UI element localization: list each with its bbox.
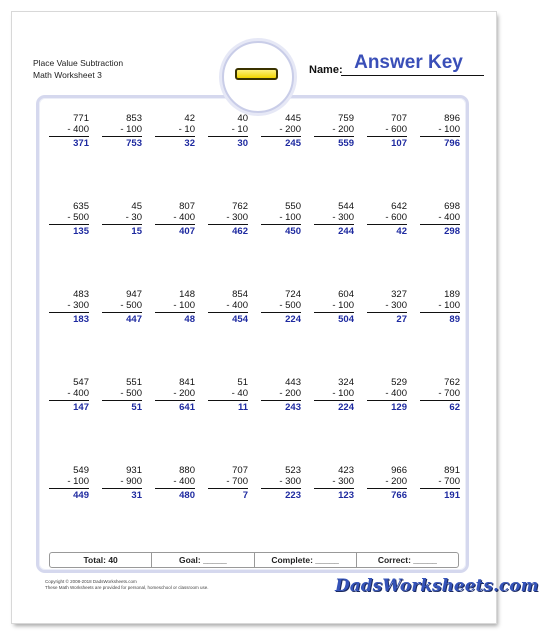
subtrahend: - 200: [279, 388, 301, 399]
answer-rule: [155, 224, 195, 225]
problem-4: [208, 113, 248, 149]
answer-rule: [420, 312, 460, 313]
subtrahend: - 100: [120, 124, 142, 135]
minuend: 445: [285, 113, 301, 124]
answer: 462: [232, 226, 248, 237]
problem-28: [208, 377, 248, 413]
minuend: 635: [73, 201, 89, 212]
subtrahend: - 30: [125, 212, 142, 223]
subtrahend: - 100: [279, 212, 301, 223]
problem-23: [367, 289, 407, 325]
subtrahend: - 700: [226, 476, 248, 487]
answer: 32: [184, 138, 195, 149]
goal-cell: Goal: _____: [151, 553, 253, 567]
minuend: 604: [338, 289, 354, 300]
problem-7: [367, 113, 407, 149]
name-line: [341, 75, 484, 76]
subtrahend: - 100: [438, 300, 460, 311]
subtrahend: - 100: [332, 388, 354, 399]
answer-rule: [261, 488, 301, 489]
answer-rule: [49, 136, 89, 137]
subtrahend: - 300: [332, 212, 354, 223]
answer: 753: [126, 138, 142, 149]
answer-rule: [155, 400, 195, 401]
minuend: 853: [126, 113, 142, 124]
answer: 191: [444, 490, 460, 501]
minuend: 327: [391, 289, 407, 300]
answer-rule: [314, 488, 354, 489]
subtrahend: - 10: [231, 124, 248, 135]
answer-rule: [49, 312, 89, 313]
subtrahend: - 100: [67, 476, 89, 487]
subtrahend: - 200: [385, 476, 407, 487]
problem-32: [420, 377, 460, 413]
problem-22: [314, 289, 354, 325]
problem-10: [102, 201, 142, 237]
answer-rule: [102, 136, 142, 137]
answer: 11: [237, 402, 248, 413]
answer-rule: [208, 400, 248, 401]
minuend: 707: [232, 465, 248, 476]
answer-rule: [208, 312, 248, 313]
answer: 447: [126, 314, 142, 325]
answer-rule: [420, 488, 460, 489]
answer: 223: [285, 490, 301, 501]
problem-18: [102, 289, 142, 325]
answer: 243: [285, 402, 301, 413]
answer: 107: [391, 138, 407, 149]
answer-rule: [49, 488, 89, 489]
subtrahend: - 500: [120, 300, 142, 311]
problem-21: [261, 289, 301, 325]
problem-6: [314, 113, 354, 149]
answer: 641: [179, 402, 195, 413]
answer-rule: [102, 224, 142, 225]
answer-rule: [261, 400, 301, 401]
minuend: 45: [131, 201, 142, 212]
answer: 123: [338, 490, 354, 501]
problem-16: [420, 201, 460, 237]
copyright-line2: These Math Worksheets are provided for personal, homeschool or classroom use.: [45, 585, 209, 590]
answer-rule: [261, 312, 301, 313]
minuend: 324: [338, 377, 354, 388]
answer: 450: [285, 226, 301, 237]
subtrahend: - 200: [332, 124, 354, 135]
minuend: 707: [391, 113, 407, 124]
minuend: 40: [237, 113, 248, 124]
subtrahend: - 200: [279, 124, 301, 135]
answer-rule: [155, 488, 195, 489]
answer: 15: [131, 226, 142, 237]
minuend: 807: [179, 201, 195, 212]
copyright-line1: Copyright © 2008-2018 DadsWorksheets.com: [45, 579, 137, 584]
problem-31: [367, 377, 407, 413]
answer: 51: [131, 402, 142, 413]
answer: 135: [73, 226, 89, 237]
subtrahend: - 100: [173, 300, 195, 311]
badge-circle: [222, 41, 294, 113]
answer: 224: [285, 314, 301, 325]
subtrahend: - 900: [120, 476, 142, 487]
problem-38: [314, 465, 354, 501]
answer: 454: [232, 314, 248, 325]
copyright-notice: [45, 579, 209, 591]
answer-rule: [314, 312, 354, 313]
problem-39: [367, 465, 407, 501]
answer: 147: [73, 402, 89, 413]
correct-cell: Correct: _____: [356, 553, 458, 567]
subtrahend: - 400: [226, 300, 248, 311]
problem-33: [49, 465, 89, 501]
name-label: Name:: [309, 64, 343, 76]
subtrahend: - 100: [332, 300, 354, 311]
subtrahend: - 500: [120, 388, 142, 399]
problem-grid: [49, 109, 459, 539]
answer-rule: [49, 224, 89, 225]
answer: 27: [396, 314, 407, 325]
answer-rule: [208, 224, 248, 225]
subtrahend: - 400: [173, 212, 195, 223]
problem-15: [367, 201, 407, 237]
problem-34: [102, 465, 142, 501]
subtrahend: - 500: [67, 212, 89, 223]
minuend: 551: [126, 377, 142, 388]
worksheet-title: [33, 57, 123, 81]
problem-8: [420, 113, 460, 149]
subtrahend: - 300: [332, 476, 354, 487]
problem-2: [102, 113, 142, 149]
problem-27: [155, 377, 195, 413]
answer: 480: [179, 490, 195, 501]
minuend: 931: [126, 465, 142, 476]
minuend: 148: [179, 289, 195, 300]
subtrahend: - 600: [385, 212, 407, 223]
answer: 504: [338, 314, 354, 325]
answer: 244: [338, 226, 354, 237]
subtrahend: - 300: [279, 476, 301, 487]
problem-30: [314, 377, 354, 413]
problem-11: [155, 201, 195, 237]
answer: 371: [73, 138, 89, 149]
answer-rule: [367, 224, 407, 225]
minuend: 896: [444, 113, 460, 124]
minuend: 550: [285, 201, 301, 212]
minuend: 880: [179, 465, 195, 476]
problem-35: [155, 465, 195, 501]
answer: 183: [73, 314, 89, 325]
answer: 224: [338, 402, 354, 413]
subtrahend: - 500: [279, 300, 301, 311]
subtrahend: - 700: [438, 476, 460, 487]
subtrahend: - 10: [178, 124, 195, 135]
answer: 298: [444, 226, 460, 237]
gold-bar-icon: [235, 68, 278, 80]
answer-rule: [420, 136, 460, 137]
problem-5: [261, 113, 301, 149]
minuend: 724: [285, 289, 301, 300]
answer-rule: [261, 136, 301, 137]
answer: 7: [242, 490, 248, 501]
problem-17: [49, 289, 89, 325]
problem-1: [49, 113, 89, 149]
minuend: 966: [391, 465, 407, 476]
answer-rule: [367, 400, 407, 401]
answer-rule: [367, 136, 407, 137]
subtrahend: - 300: [385, 300, 407, 311]
minuend: 642: [391, 201, 407, 212]
minuend: 423: [338, 465, 354, 476]
minuend: 698: [444, 201, 460, 212]
answer: 559: [338, 138, 354, 149]
minuend: 759: [338, 113, 354, 124]
subtrahend: - 600: [385, 124, 407, 135]
answer: 42: [396, 226, 407, 237]
answer-rule: [314, 224, 354, 225]
answer: 129: [391, 402, 407, 413]
subtrahend: - 40: [231, 388, 248, 399]
total-cell: Total: 40: [83, 555, 118, 565]
problem-20: [208, 289, 248, 325]
minuend: 762: [232, 201, 248, 212]
answer-rule: [49, 400, 89, 401]
minuend: 841: [179, 377, 195, 388]
answer: 48: [184, 314, 195, 325]
problem-9: [49, 201, 89, 237]
score-bar: [49, 552, 459, 568]
answer-rule: [155, 136, 195, 137]
subtrahend: - 100: [438, 124, 460, 135]
subtrahend: - 400: [67, 124, 89, 135]
minuend: 529: [391, 377, 407, 388]
answer-key-label: Answer Key: [354, 52, 463, 73]
minuend: 547: [73, 377, 89, 388]
answer: 62: [449, 402, 460, 413]
problem-19: [155, 289, 195, 325]
problem-37: [261, 465, 301, 501]
answer-rule: [367, 312, 407, 313]
answer-rule: [102, 488, 142, 489]
subtrahend: - 400: [385, 388, 407, 399]
minuend: 947: [126, 289, 142, 300]
problem-29: [261, 377, 301, 413]
minuend: 891: [444, 465, 460, 476]
subtrahend: - 300: [67, 300, 89, 311]
answer: 245: [285, 138, 301, 149]
problem-26: [102, 377, 142, 413]
answer-rule: [367, 488, 407, 489]
problem-13: [261, 201, 301, 237]
problem-14: [314, 201, 354, 237]
answer: 30: [237, 138, 248, 149]
answer: 449: [73, 490, 89, 501]
dadsworksheets-logo: DadsWorksheets.com: [335, 576, 539, 596]
minuend: 549: [73, 465, 89, 476]
problem-12: [208, 201, 248, 237]
answer-rule: [208, 136, 248, 137]
problem-36: [208, 465, 248, 501]
problem-25: [49, 377, 89, 413]
answer: 407: [179, 226, 195, 237]
answer: 796: [444, 138, 460, 149]
answer-rule: [102, 400, 142, 401]
answer: 89: [449, 314, 460, 325]
subtrahend: - 700: [438, 388, 460, 399]
minuend: 483: [73, 289, 89, 300]
minuend: 523: [285, 465, 301, 476]
answer-rule: [314, 136, 354, 137]
answer-rule: [102, 312, 142, 313]
subtrahend: - 300: [226, 212, 248, 223]
worksheet-title-line2: Math Worksheet 3: [33, 70, 102, 80]
answer-rule: [261, 224, 301, 225]
problem-40: [420, 465, 460, 501]
answer-rule: [314, 400, 354, 401]
worksheet-title-line1: Place Value Subtraction: [33, 58, 124, 68]
minuend: 443: [285, 377, 301, 388]
minuend: 854: [232, 289, 248, 300]
problem-3: [155, 113, 195, 149]
minuend: 762: [444, 377, 460, 388]
minuend: 771: [73, 113, 89, 124]
subtrahend: - 400: [173, 476, 195, 487]
minuend: 42: [184, 113, 195, 124]
subtrahend: - 400: [438, 212, 460, 223]
subtrahend: - 200: [173, 388, 195, 399]
problem-24: [420, 289, 460, 325]
minuend: 189: [444, 289, 460, 300]
answer-rule: [420, 224, 460, 225]
answer-rule: [208, 488, 248, 489]
answer: 766: [391, 490, 407, 501]
minuend: 544: [338, 201, 354, 212]
complete-cell: Complete: _____: [254, 553, 356, 567]
answer-rule: [155, 312, 195, 313]
answer-rule: [420, 400, 460, 401]
subtrahend: - 400: [67, 388, 89, 399]
minuend: 51: [237, 377, 248, 388]
answer: 31: [131, 490, 142, 501]
